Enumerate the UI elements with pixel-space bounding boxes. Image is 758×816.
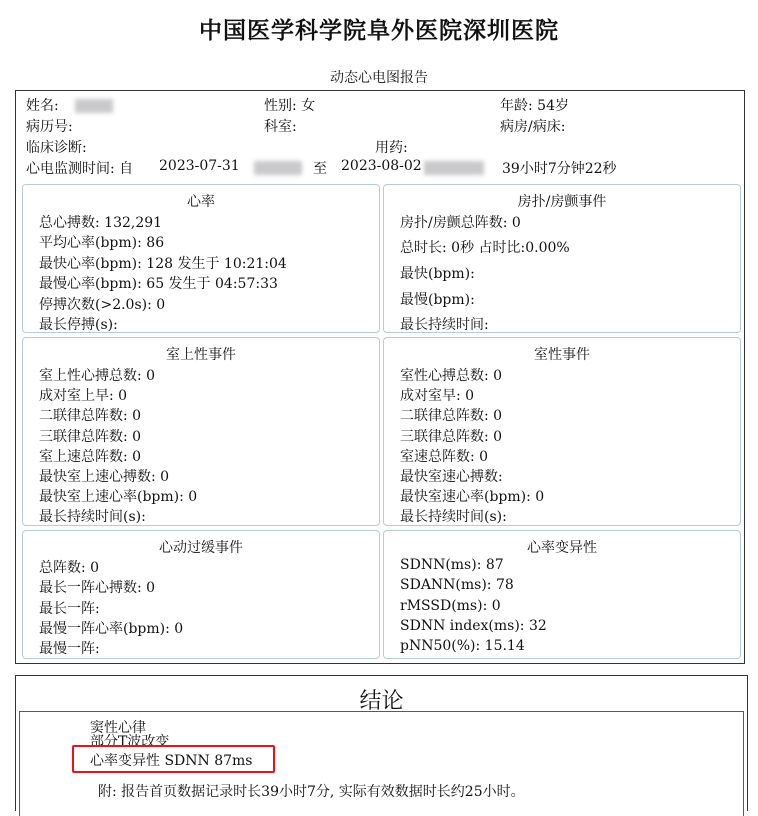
conclusion-title: 结论 <box>359 689 404 714</box>
department-field: 科室: <box>264 119 297 135</box>
conclusion-line: 部分T波改变 <box>90 734 170 750</box>
panel-title: 心动过缓事件 <box>159 540 243 556</box>
stat-line: 成对室上早: 0 <box>39 388 128 404</box>
stat-line: 总心搏数: 132,291 <box>39 215 163 231</box>
stat-line: 最快室上速心率(bpm): 0 <box>39 489 198 505</box>
medication-field: 用药: <box>375 140 408 156</box>
stat-line: 最慢一阵心率(bpm): 0 <box>39 621 184 637</box>
stat-line: 最慢(bpm): <box>400 292 475 308</box>
panel-title: 房扑/房颤事件 <box>517 194 607 210</box>
stat-line: 最快室速心率(bpm): 0 <box>400 489 545 505</box>
stat-line: 二联律总阵数: 0 <box>400 408 503 424</box>
redacted-name <box>75 99 113 113</box>
hospital-title: 中国医学科学院阜外医院深圳医院 <box>199 18 559 44</box>
stat-line: 最慢一阵: <box>39 641 100 657</box>
conclusion-content <box>19 711 744 816</box>
stat-line: 房扑/房颤总阵数: 0 <box>400 215 521 231</box>
stat-line: 三联律总阵数: 0 <box>400 429 503 445</box>
stat-line: 最快心率(bpm): 128 发生于 10:21:04 <box>39 256 287 272</box>
conclusion-section <box>15 675 748 811</box>
stat-line: pNN50(%): 15.14 <box>400 638 525 654</box>
stat-line: 室上性心搏总数: 0 <box>39 368 156 384</box>
panel-bradycardia <box>22 530 380 659</box>
panel-title: 心率 <box>187 194 215 210</box>
redacted-end-time <box>424 161 484 175</box>
patient-name-field <box>26 95 113 115</box>
stat-line: 最长持续时间(s): <box>39 509 146 525</box>
stat-line: 成对室早: 0 <box>400 388 475 404</box>
panel-ventricular <box>383 337 741 526</box>
diagnosis-field: 临床诊断: <box>26 140 87 156</box>
panel-atrial-flutter <box>383 184 741 333</box>
conclusion-line-hrv: 心率变异性 SDNN 87ms <box>90 753 253 769</box>
ward-bed-field: 病房/病床: <box>500 119 566 135</box>
duration: 39小时7分钟22秒 <box>502 161 617 177</box>
panel-title: 心率变异性 <box>527 540 597 556</box>
stat-line: 最长一阵: <box>39 601 100 617</box>
record-no-field: 病历号: <box>26 119 73 135</box>
stat-line: 三联律总阵数: 0 <box>39 429 142 445</box>
panel-heart-rate <box>22 184 380 333</box>
start-date: 2023-07-31 <box>159 158 240 174</box>
panel-hrv <box>383 530 741 659</box>
stat-line: 平均心率(bpm): 86 <box>39 235 165 251</box>
conclusion-line: 窦性心律 <box>90 720 146 736</box>
stat-line: 二联律总阵数: 0 <box>39 408 142 424</box>
stat-line: SDNN(ms): 87 <box>400 557 504 573</box>
stat-line: 最长持续时间: <box>400 317 489 333</box>
panel-supraventricular <box>22 337 380 526</box>
age-field: 年龄: 54岁 <box>500 98 569 114</box>
monitor-label: 心电监测时间: 自 <box>26 161 134 177</box>
name-label: 姓名: <box>26 98 59 114</box>
report-body <box>15 90 745 664</box>
stat-line: 最长停搏(s): <box>39 317 118 333</box>
stat-line: rMSSD(ms): 0 <box>400 598 501 614</box>
gender-field: 性别: 女 <box>264 98 316 114</box>
to-label: 至 <box>313 161 327 177</box>
end-date: 2023-08-02 <box>341 158 422 174</box>
redacted-start-time <box>254 161 302 175</box>
stat-line: 停搏次数(>2.0s): 0 <box>39 297 166 313</box>
stat-line: 最长一阵心搏数: 0 <box>39 580 156 596</box>
stat-line: 室性心搏总数: 0 <box>400 368 503 384</box>
stat-line: SDNN index(ms): 32 <box>400 618 547 634</box>
stat-line: SDANN(ms): 78 <box>400 577 514 593</box>
stat-line: 最长持续时间(s): <box>400 509 507 525</box>
stat-line: 总时长: 0秒 占时比:0.00% <box>400 240 570 256</box>
report-title: 动态心电图报告 <box>330 70 428 86</box>
stat-line: 最慢心率(bpm): 65 发生于 04:57:33 <box>39 276 278 292</box>
conclusion-note: 附: 报告首页数据记录时长39小时7分, 实际有效数据时长约25小时。 <box>98 784 525 800</box>
stat-line: 最快(bpm): <box>400 266 475 282</box>
stat-line: 最快室速心搏数: <box>400 469 503 485</box>
stat-line: 总阵数: 0 <box>39 560 100 576</box>
stat-line: 室速总阵数: 0 <box>400 449 489 465</box>
stat-line: 室上速总阵数: 0 <box>39 449 142 465</box>
panel-title: 室上性事件 <box>166 347 236 363</box>
stat-line: 最快室上速心搏数: 0 <box>39 469 170 485</box>
panel-title: 室性事件 <box>534 347 590 363</box>
highlight-box <box>72 745 275 773</box>
